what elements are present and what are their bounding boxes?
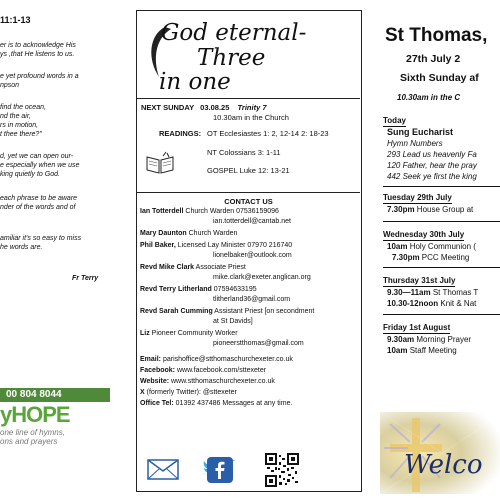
contact-note: at St Davids]	[213, 318, 253, 325]
welcome-graphic	[380, 412, 500, 494]
contact-name: Revd Terry Litherland	[140, 286, 212, 293]
trinity-banner	[137, 11, 360, 99]
banner-line-3: in one	[159, 69, 231, 95]
contact-entry	[140, 285, 257, 294]
facebook-label: Facebook:	[140, 367, 176, 374]
contacts-title: CONTACT US	[224, 197, 273, 206]
event-time: 10.30-12noon	[387, 299, 439, 308]
contact-entry	[140, 329, 238, 338]
bulletin-date: 27th July 2	[406, 53, 461, 65]
contacts-section	[137, 193, 360, 463]
hymns-label: Hymn Numbers	[387, 139, 443, 148]
event-text: Staff Meeting	[407, 346, 457, 355]
contact-name: Ian Totterdell	[140, 208, 184, 215]
contact-name: Revd Mike Clark	[140, 264, 195, 271]
hope-tagline: one line of hymns,	[0, 428, 65, 437]
reflection-line: e especially when we use	[0, 162, 80, 169]
wednesday-event	[387, 242, 476, 252]
next-sunday-label: NEXT SUNDAY	[141, 103, 195, 112]
reflection-signature: Fr Terry	[72, 275, 99, 282]
qr-code-icon[interactable]	[265, 453, 299, 487]
event-time: 7.30pm	[392, 253, 420, 262]
event-time: 10am	[387, 346, 408, 355]
contact-role: Pioneer Community Worker	[149, 330, 238, 337]
contact-name: Phil Baker,	[140, 242, 176, 249]
event-text: Holy Communion (	[407, 242, 476, 251]
reflection-line: er is to acknowledge His	[0, 42, 76, 49]
email-envelope-icon[interactable]	[147, 457, 181, 481]
contact-role: 07594633195	[211, 286, 257, 293]
website-row	[140, 377, 275, 386]
reflection-line: d, yet we can open our-	[0, 153, 74, 160]
facebook-row	[140, 366, 266, 375]
contact-entry	[140, 307, 314, 316]
reflection-line: e yet profound words in a	[0, 73, 79, 80]
contact-icons	[137, 451, 360, 491]
reflection-line: t thee there?"	[0, 131, 42, 138]
hope-advert	[0, 388, 117, 448]
banner-line-1: God eternal-	[161, 20, 307, 46]
event-time: 9.30—11am	[387, 288, 431, 297]
contact-entry	[140, 207, 279, 216]
parish-email[interactable]: parishoffice@stthomaschurchexeter.co.uk	[161, 356, 293, 363]
church-name: St Thomas,	[385, 25, 488, 46]
banner-line-2: Three	[197, 45, 266, 71]
event-text: Knit & Nat	[438, 299, 477, 308]
event-text: St Thomas T	[430, 288, 479, 297]
next-sunday-section	[137, 99, 360, 193]
section-divider	[383, 314, 500, 315]
event-time: 7.30pm	[387, 205, 415, 214]
reading-gospel: GOSPEL Luke 12: 13-21	[207, 166, 290, 175]
hymn-item: 293 Lead us heavenly Fa	[387, 150, 477, 159]
reflection-line: find the ocean,	[0, 104, 46, 111]
hope-phone-number: 00 804 8044	[0, 388, 110, 402]
service-time: 10.30am in the C	[397, 93, 461, 102]
next-sunday-location: 10.30am in the Church	[213, 113, 289, 122]
hymn-item: 120 Father, hear the pray	[387, 161, 477, 170]
reflection-heading: 11:1-13	[0, 15, 31, 25]
tuesday-heading: Tuesday 29th July	[383, 193, 452, 202]
reflection-line: nd the air,	[0, 113, 31, 120]
parish-email-row	[140, 355, 293, 364]
reflection-line: he words are.	[0, 244, 43, 251]
x-label: X	[140, 389, 145, 396]
office-row	[140, 399, 292, 408]
today-heading: Today	[383, 116, 406, 125]
thursday-event	[387, 288, 478, 298]
website-label: Website:	[140, 378, 170, 385]
event-text: PCC Meeting	[419, 253, 470, 262]
contact-email[interactable]: pioneerstthomas@gmail.com	[213, 340, 304, 347]
event-time: 10am	[387, 242, 408, 251]
reflection-line: npson	[0, 82, 20, 89]
facebook-icon[interactable]	[207, 457, 233, 483]
contact-entry	[140, 229, 237, 238]
website-link[interactable]: www.stthomaschurchexeter.co.uk	[169, 378, 275, 385]
contact-role: Licensed Lay Minister 07970 216740	[175, 242, 293, 249]
hope-tagline: ons and prayers	[0, 437, 58, 446]
event-text: House Group at	[414, 205, 474, 214]
friday-event	[387, 346, 457, 356]
facebook-link[interactable]: www.facebook.com/sttexeter	[175, 367, 267, 374]
contact-name: Liz	[140, 330, 150, 337]
contact-email[interactable]: ian.totterdell@cantab.net	[213, 218, 291, 225]
reflection-line: nder of the words and of	[0, 204, 76, 211]
thursday-heading: Thursday 31st July	[383, 276, 456, 285]
contact-entry	[140, 263, 246, 272]
middle-panel	[136, 10, 362, 492]
contact-email[interactable]: lionelbaker@outlook.com	[213, 252, 292, 259]
hope-brand: yHOPE	[0, 402, 70, 427]
reflection-line: amiliar it's so easy to miss	[0, 235, 82, 242]
friday-heading: Friday 1st August	[383, 323, 451, 332]
readings-label: READINGS:	[159, 129, 202, 138]
section-divider	[383, 267, 500, 268]
x-row	[140, 388, 237, 397]
section-divider	[383, 186, 500, 187]
contact-email[interactable]: mike.clark@exeter.anglican.org	[213, 274, 311, 281]
next-sunday-title: Trinity 7	[237, 103, 267, 112]
contact-role: Assistant Priest [on secondment	[212, 308, 315, 315]
reflection-column	[0, 0, 127, 500]
x-handle[interactable]: (formerly Twitter): @sttexeter	[144, 389, 237, 396]
contact-entry	[140, 241, 292, 250]
wednesday-event	[392, 253, 469, 263]
contact-role: Associate Priest	[194, 264, 246, 271]
office-phone: 01392 437486 Messages at any time.	[173, 400, 293, 407]
event-text: Morning Prayer	[414, 335, 472, 344]
reading-nt: NT Colossians 3: 1-11	[207, 148, 281, 157]
wednesday-heading: Wednesday 30th July	[383, 230, 465, 239]
welcome-text: Welco	[404, 450, 483, 480]
contact-email[interactable]: tlitherland36@gmail.com	[213, 296, 291, 303]
section-divider	[383, 221, 500, 222]
contact-role: Church Warden	[186, 230, 238, 237]
today-service: Sung Eucharist	[387, 127, 454, 137]
tuesday-event	[387, 205, 473, 215]
next-sunday-heading	[141, 103, 267, 112]
contact-role: Church Warden 07536159096	[183, 208, 279, 215]
reflection-line: ys ,that He listens to us.	[0, 51, 75, 58]
bulletin-column	[370, 0, 500, 500]
friday-event	[387, 335, 471, 345]
reflection-line: rs in motion,	[0, 122, 39, 129]
hymn-item: 442 Seek ye first the king	[387, 172, 477, 181]
reading-ot: OT Ecclesiastes 1: 2, 12-14 2: 18-23	[207, 129, 329, 138]
office-label: Office Tel:	[140, 400, 174, 407]
contact-name: Revd Sarah Cumming	[140, 308, 213, 315]
contact-name: Mary Daunton	[140, 230, 187, 237]
next-sunday-date: 03.08.25	[200, 103, 230, 112]
email-label: Email:	[140, 356, 162, 363]
open-bible-icon	[145, 151, 175, 175]
reflection-line: king quietly to God.	[0, 171, 60, 178]
thursday-event	[387, 299, 476, 309]
bulletin-sunday: Sixth Sunday af	[400, 72, 479, 84]
reflection-line: each phrase to be aware	[0, 195, 78, 202]
event-time: 9.30am	[387, 335, 415, 344]
